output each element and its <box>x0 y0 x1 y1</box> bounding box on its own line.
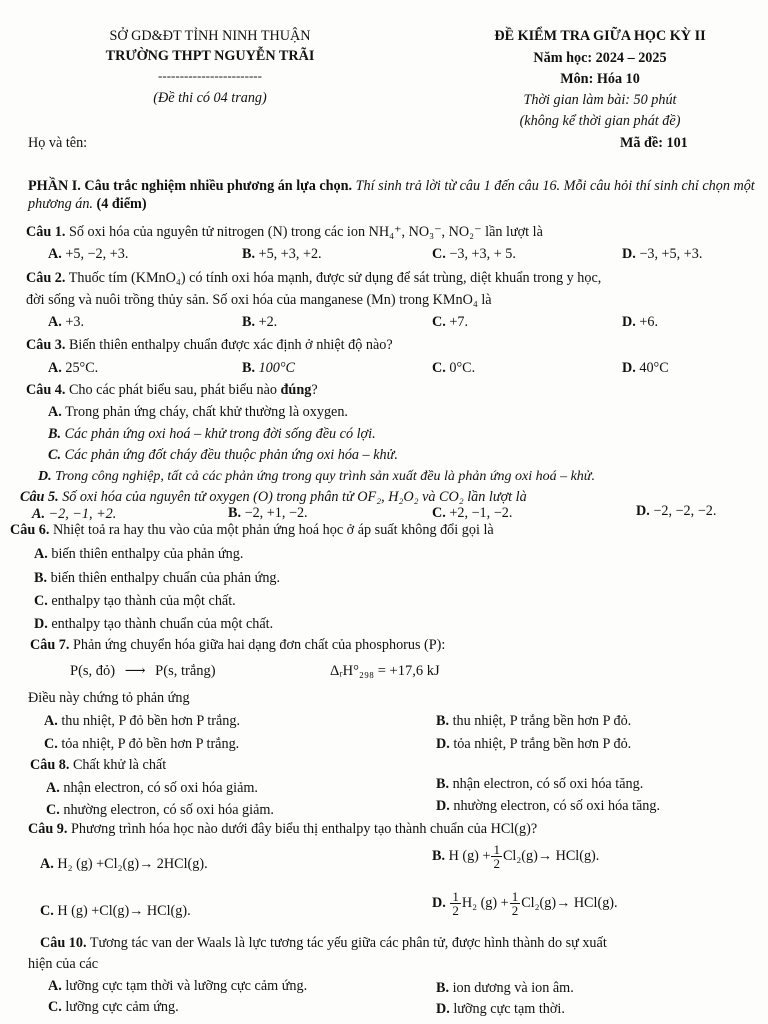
q4-option-b[interactable]: B. Các phản ứng oxi hoá – khử trong đời sống đều có lợi. <box>48 426 376 442</box>
school-year: Năm học: 2024 – 2025 <box>533 50 667 66</box>
question-4: Câu 4. Cho các phát biểu sau, phát biểu nào đúng? <box>26 382 318 398</box>
q6-option-d[interactable]: D. enthalpy tạo thành chuẩn của một chất. <box>34 616 274 632</box>
q10-option-b[interactable]: B. ion dương và ion âm. <box>436 980 574 996</box>
part-points: (4 điểm) <box>96 195 147 212</box>
q8-option-a[interactable]: A. nhận electron, có số oxi hóa giảm. <box>46 780 258 796</box>
q8-option-c[interactable]: C. nhường electron, có số oxi hóa giảm. <box>46 802 274 818</box>
q4-option-c[interactable]: C. Các phản ứng đốt cháy đều thuộc phản ứng oxi hóa – khử. <box>48 447 398 463</box>
q2-option-b[interactable]: B. +2. <box>242 314 278 330</box>
subject: Môn: Hóa 10 <box>560 71 640 87</box>
exam-duration: Thời gian làm bài: 50 phút <box>523 92 677 108</box>
duration-note: (không kể thời gian phát đề) <box>519 113 681 129</box>
q9-option-d[interactable]: D. $\frac{1}{2}$ H₂ (g) + $\frac{1}{2}$ Cl₂(g)→ HCl(g). <box>432 889 618 918</box>
q3-option-a[interactable]: A. 25°C. <box>48 360 99 376</box>
q2-option-c[interactable]: C. +7. <box>432 314 468 330</box>
q9-option-a[interactable]: A. H₂ (g) +Cl₂(g)→ 2HCl(g). <box>40 856 208 872</box>
question-10: Câu 10. Tương tác van der Waals là lực tương tác yếu giữa các phân tử, được hình thành do sự xuất <box>40 935 607 951</box>
exam-title: ĐỀ KIỂM TRA GIỮA HỌC KỲ II <box>494 28 706 44</box>
q2-option-d[interactable]: D. +6. <box>622 314 658 330</box>
q7-option-a[interactable]: A. thu nhiệt, P đỏ bền hơn P trắng. <box>44 713 241 729</box>
q10-option-d[interactable]: D. lưỡng cực tạm thời. <box>436 1001 565 1017</box>
question-9: Câu 9. Phương trình hóa học nào dưới đây biểu thị enthalpy tạo thành chuẩn của HCl(g)? <box>28 821 538 837</box>
q5-option-a[interactable]: A. −2, −1, +2. <box>32 506 117 522</box>
name-label: Họ và tên: <box>28 135 88 151</box>
question-7-lead: Điều này chứng tỏ phản ứng <box>28 690 190 706</box>
q8-option-b[interactable]: B. nhận electron, có số oxi hóa tăng. <box>436 776 644 792</box>
header-divider: ------------------------ <box>158 68 262 83</box>
q7-option-b[interactable]: B. thu nhiệt, P trắng bền hơn P đỏ. <box>436 713 632 729</box>
question-7: Câu 7. Phản ứng chuyển hóa giữa hai dạng đơn chất của phosphorus (P): <box>30 637 446 653</box>
q1-option-d[interactable]: D. −3, +5, +3. <box>622 246 703 262</box>
school-name: TRƯỜNG THPT NGUYỄN TRÃI <box>105 48 315 64</box>
part-instruction: Thí sinh trả lời từ câu 1 đến câu 16. Mỗi câu hỏi thí sinh chỉ chọn một phương án. <box>28 178 755 212</box>
q3-option-b[interactable]: B. 100°C <box>242 360 295 376</box>
q3-option-d[interactable]: D. 40°C <box>622 360 669 376</box>
q1-option-a[interactable]: A. +5, −2, +3. <box>48 246 129 262</box>
q3-option-c[interactable]: C. 0°C. <box>432 360 476 376</box>
exam-code: Mã đề: 101 <box>620 135 688 151</box>
q4-option-d[interactable]: D. Trong công nghiệp, tất cả các phản ứng trong quy trình sản xuất đều là phản ứng oxi hoá – khử. <box>38 469 595 484</box>
q1-option-b[interactable]: B. +5, +3, +2. <box>242 246 322 262</box>
fraction-half: $\frac{1}{2}$ <box>511 889 519 918</box>
q6-option-a[interactable]: A. biến thiên enthalpy của phản ứng. <box>34 546 244 562</box>
q7-option-d[interactable]: D. tỏa nhiệt, P trắng bền hơn P đỏ. <box>436 736 632 752</box>
question-8: Câu 8. Chất khử là chất <box>30 757 167 773</box>
question-2: Câu 2. Thuốc tím (KMnO₄) có tính oxi hóa mạnh, được sử dụng để sát trùng, diệt khuẩn trong y học, <box>26 270 602 286</box>
q1-option-c[interactable]: C. −3, +3, + 5. <box>432 246 516 262</box>
question-1: Câu 1. Số oxi hóa của nguyên tử nitrogen (N) trong các ion NH₄⁺, NO₃⁻, NO₂⁻ lần lượt là <box>26 224 543 240</box>
page-count: (Đề thi có 04 trang) <box>153 90 267 106</box>
question-6: Câu 6. Nhiệt toả ra hay thu vào của một phản ứng hoá học ở áp suất không đổi gọi là <box>10 522 494 538</box>
q7-option-c[interactable]: C. tỏa nhiệt, P đỏ bền hơn P trắng. <box>44 736 240 752</box>
q10-option-c[interactable]: C. lưỡng cực cảm ứng. <box>48 999 179 1015</box>
q8-option-d[interactable]: D. nhường electron, có số oxi hóa tăng. <box>436 798 661 814</box>
part-title: PHẦN I. Câu trắc nghiệm nhiều phương án lựa chọn. <box>28 178 353 194</box>
reaction-equation: P(s, đỏ) ⟶ P(s, trắng) <box>70 663 216 679</box>
q5-option-d[interactable]: D. −2, −2, −2. <box>636 503 717 519</box>
enthalpy-value: ΔᵣH°₂₉₈ = +17,6 kJ <box>330 663 440 679</box>
department-name: SỞ GD&ĐT TỈNH NINH THUẬN <box>109 28 311 44</box>
question-5: Câu 5. Số oxi hóa của nguyên tử oxygen (O) trong phân tử OF₂, H₂O₂ và CO₂ lần lượt là <box>20 489 527 505</box>
fraction-half: $\frac{1}{2}$ <box>493 842 500 871</box>
question-10-line2: hiện của các <box>28 956 99 972</box>
q6-option-b[interactable]: B. biến thiên enthalpy chuẩn của phản ứng. <box>34 570 281 586</box>
q10-option-a[interactable]: A. lưỡng cực tạm thời và lưỡng cực cảm ứng. <box>48 978 308 994</box>
question-3: Câu 3. Biến thiên enthalpy chuẩn được xác định ở nhiệt độ nào? <box>26 337 393 353</box>
q5-option-c[interactable]: C. +2, −1, −2. <box>432 505 513 521</box>
part-heading <box>28 178 763 214</box>
q5-option-b[interactable]: B. −2, +1, −2. <box>228 505 308 521</box>
q9-option-b[interactable]: B. H (g) + $\frac{1}{2}$ Cl₂(g)→ HCl(g). <box>432 842 600 871</box>
q4-option-a[interactable]: A. Trong phản ứng cháy, chất khử thường là oxygen. <box>48 404 348 420</box>
q9-option-c[interactable]: C. H (g) +Cl(g)→ HCl(g). <box>40 903 191 919</box>
question-2-line2: đời sống và nuôi trồng thủy sản. Số oxi hóa của manganese (Mn) trong KMnO₄ là <box>26 292 492 308</box>
q2-option-a[interactable]: A. +3. <box>48 314 84 330</box>
fraction-half: $\frac{1}{2}$ <box>452 889 459 918</box>
q6-option-c[interactable]: C. enthalpy tạo thành của một chất. <box>34 593 236 609</box>
